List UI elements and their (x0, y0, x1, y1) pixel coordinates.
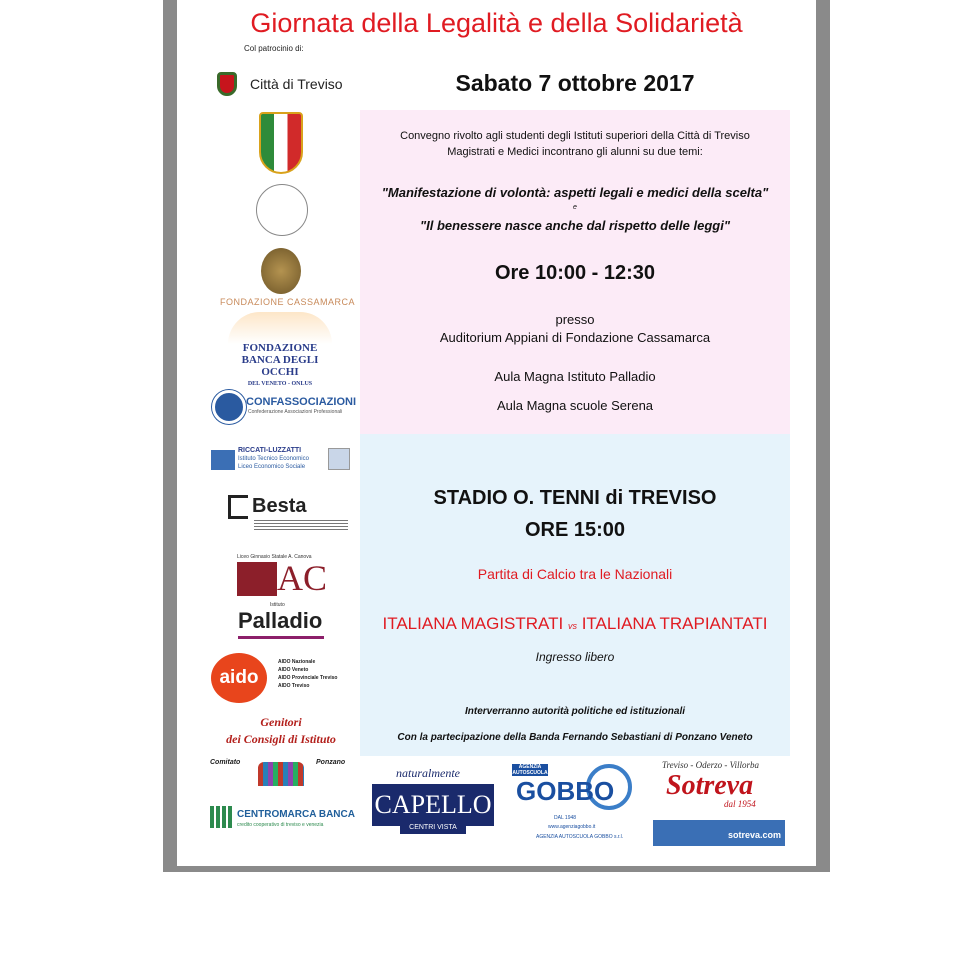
morning-time: Ore 10:00 - 12:30 (494, 262, 656, 284)
riccati-badge-icon (328, 448, 350, 470)
riccati-subtitle-2: Liceo Economico Sociale (238, 464, 306, 470)
cassamarca-coin-icon (258, 246, 304, 296)
palladio-text: Palladio (238, 608, 323, 633)
aido-item-1: AIDO Nazionale (278, 659, 316, 665)
venue-1: Auditorium Appiani di Fondazione Cassamarca (439, 330, 711, 345)
entry-info: Ingresso libero (535, 650, 615, 664)
football-shield-icon (256, 110, 306, 176)
event-date: Sabato 7 ottobre 2017 (455, 70, 695, 96)
theme-1: "Manifestazione di volontà: aspetti legali e medici della scelta" (381, 185, 769, 200)
aido-logo: aido (210, 652, 268, 704)
palladio-prefix: Istituto (270, 602, 285, 608)
match-teams (360, 614, 790, 634)
note-authorities: Interverranno autorità politiche ed istituzionali (464, 706, 686, 717)
banca-occhi-sun-icon (228, 312, 332, 344)
canova-mark: AC (277, 558, 328, 598)
canova-name: Liceo Ginnasio Statale A. Canova (237, 554, 312, 560)
presso-label: presso (555, 312, 595, 327)
aido-item-4: AIDO Treviso (278, 683, 310, 689)
besta-text: Besta (252, 495, 307, 517)
comitato-people-icon (258, 762, 304, 786)
venue-2: Aula Magna Istituto Palladio (494, 369, 656, 384)
poster-title: Giornata della Legalità e della Solidarietà (250, 8, 743, 38)
match-description: Partita di Calcio tra le Nazionali (477, 566, 673, 582)
versus-label: vs (567, 621, 577, 631)
riccati-name: RICCATI-LUZZATTI (238, 447, 302, 454)
treviso-coat-of-arms-icon (212, 64, 242, 104)
aido-list (278, 658, 337, 690)
canova-temple-icon (237, 562, 277, 596)
confassociazioni-icon (212, 390, 246, 424)
sotreva-year: dal 1954 (724, 799, 756, 809)
banca-occhi-logo (228, 342, 332, 390)
venue-3: Aula Magna scuole Serena (496, 398, 654, 413)
afternoon-time: ORE 15:00 (524, 519, 626, 541)
besta-mark-icon (228, 495, 248, 519)
riccati-subtitle-1: Istituto Tecnico Economico (238, 456, 309, 462)
ponzano-label: Ponzano (316, 759, 346, 766)
centromarca-subtitle: credito cooperativo di treviso e venezia (237, 822, 324, 828)
confassociazioni-text: CONFASSOCIAZIONI (246, 396, 357, 408)
genitori-line-1: Genitori (260, 715, 302, 729)
sotreva-tagline: Treviso - Oderzo - Villorba (662, 760, 759, 770)
team-2: ITALIANA TRAPIANTATI (581, 614, 768, 633)
stadium-name: STADIO O. TENNI di TREVISO (433, 487, 717, 509)
intro-line-1: Convegno rivolto agli studenti degli Istituti superiori della Città di Treviso (400, 130, 750, 142)
patronage-label: Col patrocinio di: (244, 44, 304, 53)
gobbo-tagline: AGENZIA AUTOSCUOLA (512, 764, 548, 776)
banca-occhi-line-3: DEL VENETO - ONLUS (247, 381, 313, 387)
theme-conjunction: e (573, 204, 577, 211)
confassociazioni-subtitle: Confederazione Associazioni Professionali (248, 409, 343, 415)
intro-line-2: Magistrati e Medici incontrano gli alunni su due temi: (447, 146, 703, 158)
centromarca-text: CENTROMARCA BANCA (237, 809, 355, 820)
capello-tagline: naturalmente (396, 766, 460, 780)
genitori-logo (222, 714, 340, 748)
banca-occhi-line-2: BANCA DEGLI OCCHI (241, 354, 319, 378)
aido-item-3: AIDO Provinciale Treviso (278, 675, 338, 681)
gobbo-year: DAL 1948 (554, 815, 577, 821)
banca-occhi-line-1: FONDAZIONE (242, 342, 318, 354)
magistrati-round-logo-icon (252, 180, 312, 240)
aido-item-2: AIDO Veneto (278, 667, 309, 673)
besta-subtitle-lines (254, 520, 348, 532)
treviso-logo-text: Città di Treviso (250, 76, 343, 92)
note-band: Con la partecipazione della Banda Fernando Sebastiani di Ponzano Veneto (397, 732, 753, 743)
gobbo-logo: GOBBO (516, 776, 615, 806)
centromarca-bars-icon (210, 806, 232, 828)
theme-2: "Il benessere nasce anche dal rispetto delle leggi" (419, 218, 730, 233)
palladio-underline (238, 636, 324, 639)
riccati-cube-icon (211, 450, 235, 470)
comitato-label: Comitato (210, 759, 241, 766)
capello-subtitle: CENTRI VISTA (400, 822, 466, 834)
gobbo-subtitle: AGENZIA AUTOSCUOLA GOBBO s.r.l. (536, 834, 624, 840)
capello-logo: CAPELLO (372, 784, 494, 826)
sotreva-logo: Sotreva (666, 770, 754, 801)
sotreva-website: sotreva.com (728, 830, 782, 840)
cassamarca-text: FONDAZIONE CASSAMARCA (220, 297, 356, 307)
gobbo-website: www.agenziagobbo.it (548, 824, 596, 830)
team-1: ITALIANA MAGISTRATI (382, 614, 564, 633)
genitori-line-2: dei Consigli di Istituto (226, 732, 336, 746)
